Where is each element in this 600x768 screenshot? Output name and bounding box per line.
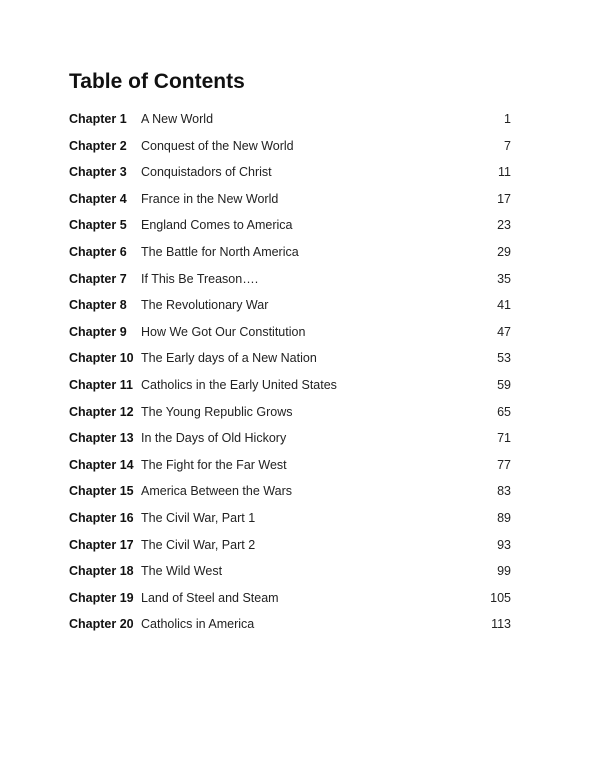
chapter-title: The Revolutionary War: [141, 298, 269, 313]
chapter-title: If This Be Treason….: [141, 271, 259, 286]
chapter-title: The Fight for the Far West: [141, 457, 287, 472]
chapter-number: Chapter 18: [69, 564, 134, 579]
chapter-number: Chapter 8: [69, 298, 127, 313]
page-number: 41: [497, 298, 511, 313]
chapter-title: The Young Republic Grows: [141, 404, 293, 419]
chapter-number: Chapter 17: [69, 537, 134, 552]
page-number: 59: [497, 377, 511, 392]
chapter-title: Catholics in America: [141, 617, 255, 632]
page-number: 77: [497, 457, 511, 472]
chapter-title: Catholics in the Early United States: [141, 377, 337, 392]
toc-entry: [69, 505, 511, 532]
chapter-number: Chapter 14: [69, 457, 134, 472]
chapter-title: In the Days of Old Hickory: [141, 431, 287, 446]
toc-entry: [69, 292, 511, 319]
toc-entry: [69, 106, 511, 133]
chapter-title: Conquistadors of Christ: [141, 165, 272, 180]
page-number: 17: [497, 191, 511, 206]
page-number: 1: [504, 112, 511, 126]
chapter-title: Land of Steel and Steam: [141, 590, 279, 605]
chapter-number: Chapter 2: [69, 138, 127, 153]
toc-entry: [69, 372, 511, 399]
chapter-number: Chapter 19: [69, 590, 134, 605]
toc-entry: [69, 611, 511, 638]
toc-entry: [69, 186, 511, 213]
toc-entry: [69, 239, 511, 266]
page-number: 7: [504, 138, 511, 153]
chapter-number: Chapter 5: [69, 218, 127, 233]
page-number: 71: [497, 431, 511, 446]
chapter-title: The Wild West: [141, 564, 223, 579]
chapter-number: Chapter 12: [69, 404, 134, 419]
chapter-title: England Comes to America: [141, 218, 293, 233]
page-number: 89: [497, 510, 511, 525]
toc-entry: [69, 266, 511, 293]
chapter-title: The Civil War, Part 1: [141, 510, 256, 525]
toc-entry: [69, 345, 511, 372]
chapter-number: Chapter 16: [69, 510, 134, 525]
toc-list: [69, 106, 511, 638]
page-number: 47: [497, 324, 511, 339]
chapter-number: Chapter 3: [69, 165, 127, 180]
toc-entry: [69, 585, 511, 612]
chapter-number: Chapter 7: [69, 271, 127, 286]
chapter-number: Chapter 10: [69, 351, 134, 366]
chapter-number: Chapter 20: [69, 617, 134, 632]
toc-entry: [69, 452, 511, 479]
page-number: 113: [491, 617, 511, 632]
chapter-title: The Civil War, Part 2: [141, 537, 256, 552]
chapter-title: Conquest of the New World: [141, 138, 294, 153]
page-number: 99: [497, 564, 511, 579]
chapter-number: Chapter 11: [69, 377, 133, 392]
page-number: 53: [497, 351, 511, 366]
page-number: 93: [497, 537, 511, 552]
page-number: 65: [497, 404, 511, 419]
page-number: 35: [497, 271, 511, 286]
toc-entry: [69, 558, 511, 585]
chapter-number: Chapter 1: [69, 112, 127, 126]
chapter-number: Chapter 6: [69, 244, 127, 259]
toc-entry: [69, 425, 511, 452]
chapter-title: America Between the Wars: [141, 484, 292, 499]
toc-entry: [69, 212, 511, 239]
chapter-title: A New World: [141, 112, 214, 126]
chapter-title: France in the New World: [141, 191, 279, 206]
toc-entry: [69, 159, 511, 186]
page-number: 11: [498, 165, 511, 180]
page-number: 105: [490, 590, 511, 605]
page-title: Table of Contents: [69, 70, 245, 93]
page-number: 23: [497, 218, 511, 233]
chapter-number: Chapter 13: [69, 431, 134, 446]
toc-entry: [69, 532, 511, 559]
chapter-number: Chapter 9: [69, 324, 127, 339]
toc-entry: [69, 399, 511, 426]
page-number: 29: [497, 244, 511, 259]
chapter-title: The Battle for North America: [141, 244, 299, 259]
toc-entry: [69, 133, 511, 160]
toc-entry: [69, 478, 511, 505]
chapter-title: How We Got Our Constitution: [141, 324, 306, 339]
page-number: 83: [497, 484, 511, 499]
chapter-number: Chapter 4: [69, 191, 127, 206]
chapter-title: The Early days of a New Nation: [141, 351, 317, 366]
toc-entry: [69, 319, 511, 346]
chapter-number: Chapter 15: [69, 484, 134, 499]
